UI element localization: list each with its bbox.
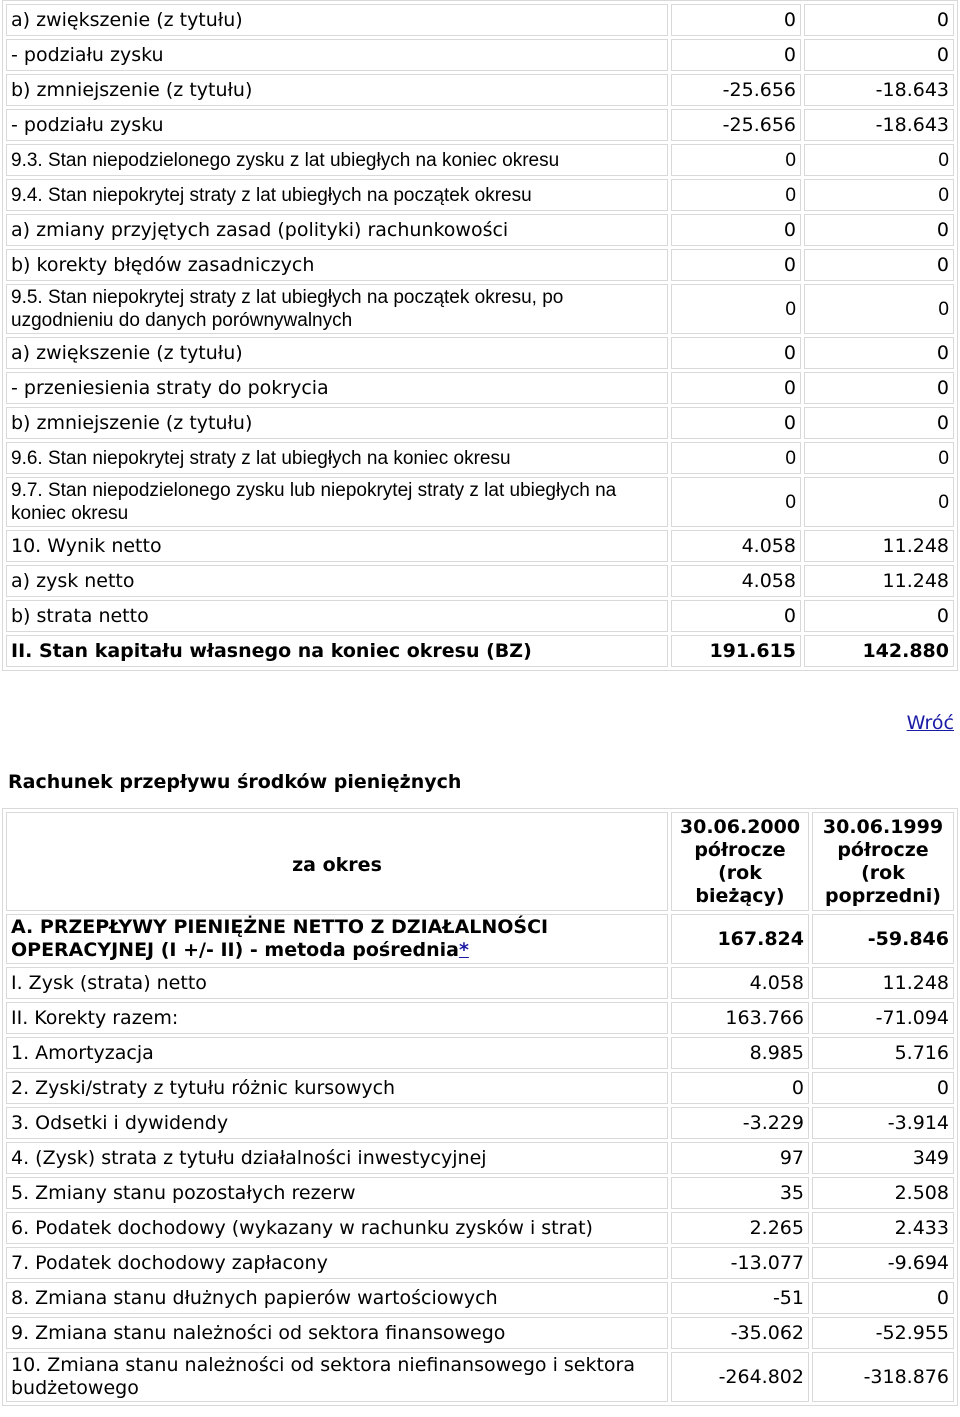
table-row <box>6 407 954 439</box>
row-value-current: -3.229 <box>671 1107 809 1139</box>
row-label: 2. Zyski/straty z tytułu różnic kursowych <box>6 1072 668 1104</box>
row-value-current: 0 <box>671 337 801 369</box>
row-label: II. Korekty razem: <box>6 1002 668 1034</box>
row-label: 9.3. Stan niepodzielonego zysku z lat ubiegłych na koniec okresu <box>6 144 668 176</box>
row-value-previous: 0 <box>804 4 954 36</box>
equity-changes-body <box>6 4 954 667</box>
table-row <box>6 1107 954 1139</box>
row-value-previous: -52.955 <box>812 1317 954 1349</box>
table-row <box>6 109 954 141</box>
cash-flow-header-row <box>6 812 954 911</box>
row-value-current: 0 <box>671 407 801 439</box>
row-value-current: 0 <box>671 144 801 176</box>
row-value-current: 4.058 <box>671 967 809 999</box>
row-value-previous: 0 <box>804 600 954 632</box>
table-row <box>6 635 954 667</box>
table-row <box>6 565 954 597</box>
row-value-previous: 0 <box>804 249 954 281</box>
cash-flow-body <box>6 967 954 1402</box>
row-value-previous: 11.248 <box>804 530 954 562</box>
row-label: 1. Amortyzacja <box>6 1037 668 1069</box>
row-label: I. Zysk (strata) netto <box>6 967 668 999</box>
row-value-current: -35.062 <box>671 1317 809 1349</box>
row-value-previous: -71.094 <box>812 1002 954 1034</box>
row-value-previous: 0 <box>804 372 954 404</box>
row-value-previous: 0 <box>804 39 954 71</box>
table-row <box>6 372 954 404</box>
row-label: 7. Podatek dochodowy zapłacony <box>6 1247 668 1279</box>
row-label: 10. Wynik netto <box>6 530 668 562</box>
row-value-previous: -18.643 <box>804 74 954 106</box>
row-value-previous: 0 <box>804 284 954 334</box>
row-value-current: 35 <box>671 1177 809 1209</box>
row-value-current: 4.058 <box>671 530 801 562</box>
table-row <box>6 1352 954 1402</box>
row-value-previous: 2.508 <box>812 1177 954 1209</box>
table-row <box>6 1212 954 1244</box>
row-label: 9.5. Stan niepokrytej straty z lat ubiegłych na początek okresu, po uzgodnieniu do danych porównywalnych <box>6 284 668 334</box>
row-value-current: 0 <box>671 477 801 527</box>
row-value-current: 2.265 <box>671 1212 809 1244</box>
section-a-value-previous: -59.846 <box>812 914 954 964</box>
row-value-previous: -318.876 <box>812 1352 954 1402</box>
period-header <box>6 812 668 911</box>
row-value-current: 0 <box>671 1072 809 1104</box>
row-value-current: 0 <box>671 442 801 474</box>
section-title: Rachunek przepływu środków pieniężnych <box>8 771 462 793</box>
table-row <box>6 39 954 71</box>
row-value-current: 0 <box>671 4 801 36</box>
row-value-current: 163.766 <box>671 1002 809 1034</box>
row-label: 9.4. Stan niepokrytej straty z lat ubiegłych na początek okresu <box>6 179 668 211</box>
row-value-previous: -9.694 <box>812 1247 954 1279</box>
table-row <box>6 477 954 527</box>
section-a-row <box>6 914 954 964</box>
table-row <box>6 1142 954 1174</box>
row-value-current: -51 <box>671 1282 809 1314</box>
row-label: 5. Zmiany stanu pozostałych rezerw <box>6 1177 668 1209</box>
row-label: b) korekty błędów zasadniczych <box>6 249 668 281</box>
table-row <box>6 74 954 106</box>
section-a-value-current: 167.824 <box>671 914 809 964</box>
row-value-current: -13.077 <box>671 1247 809 1279</box>
row-label: - podziału zysku <box>6 39 668 71</box>
row-label: 6. Podatek dochodowy (wykazany w rachunku zysków i strat) <box>6 1212 668 1244</box>
row-label: b) zmniejszenie (z tytułu) <box>6 74 668 106</box>
row-value-previous: -3.914 <box>812 1107 954 1139</box>
row-value-current: 0 <box>671 39 801 71</box>
row-label: b) zmniejszenie (z tytułu) <box>6 407 668 439</box>
table-row <box>6 442 954 474</box>
row-value-current: 4.058 <box>671 565 801 597</box>
table-row <box>6 1317 954 1349</box>
row-value-current: 0 <box>671 214 801 246</box>
table-row <box>6 337 954 369</box>
row-value-previous: 0 <box>804 407 954 439</box>
row-label: 4. (Zysk) strata z tytułu działalności inwestycyjnej <box>6 1142 668 1174</box>
row-value-previous: 0 <box>804 442 954 474</box>
row-value-previous: 142.880 <box>804 635 954 667</box>
table-row <box>6 4 954 36</box>
row-value-previous: -18.643 <box>804 109 954 141</box>
row-value-previous: 0 <box>812 1072 954 1104</box>
row-label: a) zwiększenie (z tytułu) <box>6 337 668 369</box>
table-row <box>6 214 954 246</box>
row-value-previous: 0 <box>804 477 954 527</box>
row-label: 9.7. Stan niepodzielonego zysku lub niepokrytej straty z lat ubiegłych na koniec okresu <box>6 477 668 527</box>
row-value-current: 0 <box>671 179 801 211</box>
table-row <box>6 1282 954 1314</box>
row-value-previous: 2.433 <box>812 1212 954 1244</box>
row-value-previous: 0 <box>804 337 954 369</box>
table-row <box>6 530 954 562</box>
row-value-previous: 0 <box>804 214 954 246</box>
cash-flow-table <box>2 808 958 1406</box>
row-label: 8. Zmiana stanu dłużnych papierów wartościowych <box>6 1282 668 1314</box>
row-label: a) zwiększenie (z tytułu) <box>6 4 668 36</box>
row-value-current: 8.985 <box>671 1037 809 1069</box>
table-row <box>6 967 954 999</box>
row-value-current: 191.615 <box>671 635 801 667</box>
row-label: II. Stan kapitału własnego na koniec okresu (BZ) <box>6 635 668 667</box>
table-row <box>6 1002 954 1034</box>
row-value-previous: 5.716 <box>812 1037 954 1069</box>
table-row <box>6 1037 954 1069</box>
row-value-previous: 0 <box>804 144 954 176</box>
row-value-current: 0 <box>671 249 801 281</box>
footnote-link[interactable]: * <box>458 939 469 961</box>
section-a-text: A. PRZEPŁYWY PIENIĘŻNE NETTO Z DZIAŁALNOŚCI OPERACYJNEJ (I +/- II) - metoda pośrednia <box>11 916 549 961</box>
row-label: a) zysk netto <box>6 565 668 597</box>
row-value-current: -25.656 <box>671 109 801 141</box>
period-label: za okres <box>292 853 382 876</box>
back-link[interactable]: Wróć <box>906 712 954 734</box>
table-row <box>6 249 954 281</box>
row-label: 10. Zmiana stanu należności od sektora niefinansowego i sektora budżetowego <box>6 1352 668 1402</box>
row-value-current: -25.656 <box>671 74 801 106</box>
row-label: 9. Zmiana stanu należności od sektora finansowego <box>6 1317 668 1349</box>
row-value-current: -264.802 <box>671 1352 809 1402</box>
table-row <box>6 179 954 211</box>
table-row <box>6 1247 954 1279</box>
row-label: - podziału zysku <box>6 109 668 141</box>
table-row <box>6 144 954 176</box>
row-value-current: 0 <box>671 372 801 404</box>
table-row <box>6 284 954 334</box>
row-label: b) strata netto <box>6 600 668 632</box>
row-value-previous: 11.248 <box>804 565 954 597</box>
row-label: a) zmiany przyjętych zasad (polityki) rachunkowości <box>6 214 668 246</box>
row-value-current: 0 <box>671 284 801 334</box>
table-row <box>6 1177 954 1209</box>
row-value-current: 97 <box>671 1142 809 1174</box>
row-value-current: 0 <box>671 600 801 632</box>
row-label: 3. Odsetki i dywidendy <box>6 1107 668 1139</box>
row-value-previous: 349 <box>812 1142 954 1174</box>
table-row <box>6 600 954 632</box>
row-label: 9.6. Stan niepokrytej straty z lat ubiegłych na koniec okresu <box>6 442 668 474</box>
table-row <box>6 1072 954 1104</box>
row-label: - przeniesienia straty do pokrycia <box>6 372 668 404</box>
row-value-previous: 11.248 <box>812 967 954 999</box>
column-previous-header: 30.06.1999 półrocze (rok poprzedni) <box>812 812 954 911</box>
row-value-previous: 0 <box>804 179 954 211</box>
equity-changes-table <box>2 0 958 671</box>
column-current-header: 30.06.2000 półrocze (rok bieżący) <box>671 812 809 911</box>
row-value-previous: 0 <box>812 1282 954 1314</box>
section-a-label <box>6 914 668 964</box>
